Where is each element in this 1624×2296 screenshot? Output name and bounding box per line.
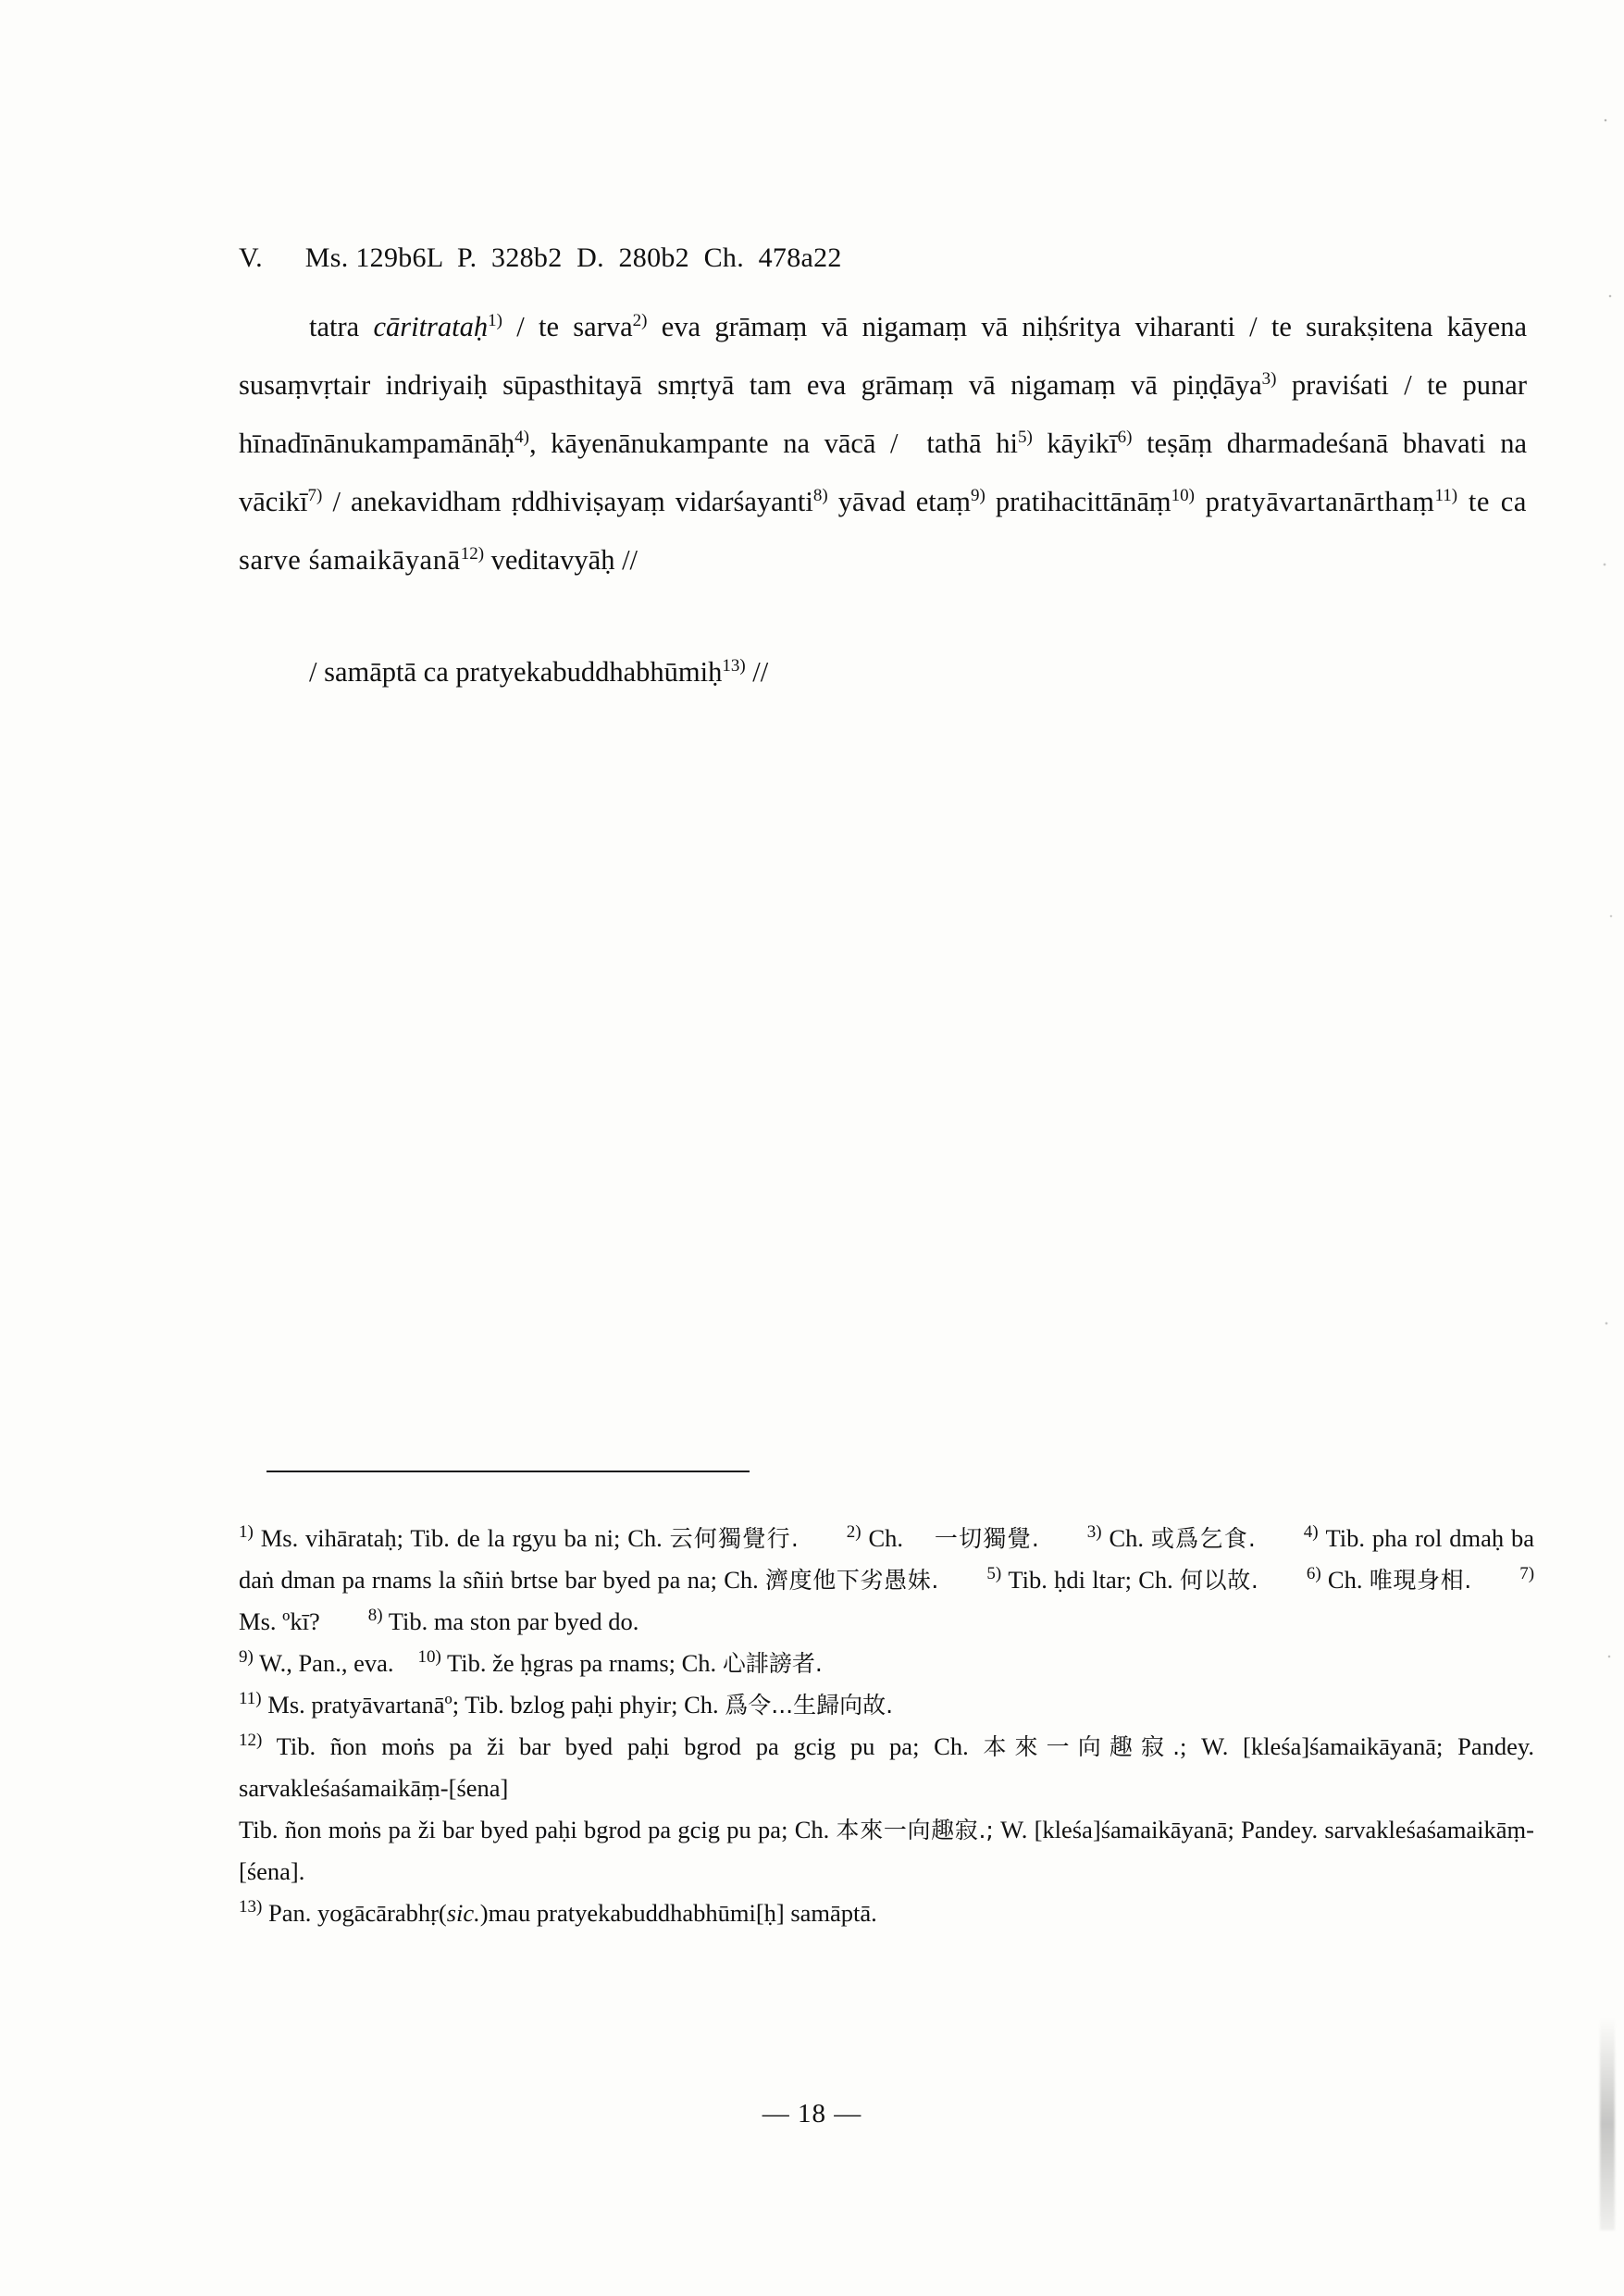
footnote-text-1: Ms. vihārataḥ; Tib. de la rgyu ba ni; Ch. (260, 1524, 663, 1552)
footnote-text-3: Ch. (1109, 1524, 1145, 1552)
footnote-ref-1[interactable]: 1) (488, 310, 502, 330)
footnote-marker-1: 1) (239, 1522, 254, 1543)
passage-seg-7: praviśati / te punar hīnadīnānukampamānāḥ (239, 369, 1527, 459)
colophon-seg-2: // (745, 656, 769, 688)
footnote-text-2: Ch. (868, 1524, 904, 1552)
passage-seg-25: veditavyāḥ // (484, 544, 638, 576)
passage-seg-15: / anekavidham ṛddhiviṣayaṃ vidarśayanti (322, 486, 813, 517)
footnote-cjk-2: 一切獨覺. (934, 1525, 1039, 1552)
footnote-ref-8[interactable]: 8) (812, 485, 828, 505)
footnote-cjk-6: 唯現身相. (1369, 1567, 1472, 1594)
footnote-cjk-11: 爲令...生歸向故. (725, 1692, 894, 1719)
footnote-cjk-4: 濟度他下劣愚妹. (765, 1567, 939, 1594)
footnote-text-6: Ch. (1327, 1566, 1363, 1594)
footnote-marker-11: 11) (239, 1689, 262, 1709)
footnote-text-9: W., Pan., eva. (258, 1649, 394, 1677)
footnote-ref-11[interactable]: 11) (1434, 485, 1458, 505)
colophon-line (239, 656, 1527, 689)
footnote-marker-7: 7) (1519, 1564, 1535, 1584)
passage-seg-11: kāyikī (1032, 428, 1118, 459)
footnote-marker-4: 4) (1303, 1522, 1319, 1543)
footnote-entry-13 (239, 1893, 1534, 1934)
passage-seg-1-italic: cāritrataḥ (373, 311, 489, 342)
footnote-entry-group-1 (239, 1518, 1534, 1643)
page-number: — 18 — (762, 2099, 862, 2128)
footnote-marker-6: 6) (1306, 1564, 1321, 1584)
footnote-entry-12-continued (239, 1809, 1534, 1893)
footnote-ref-12[interactable]: 12) (460, 543, 485, 564)
footnote-separator-rule (267, 1471, 750, 1472)
footnote-cjk-5: 何以故. (1180, 1567, 1258, 1594)
footnote-ref-4[interactable]: 4) (514, 427, 529, 447)
passage-seg-9: , kāyenānukampante na vācā / tathā hi (528, 428, 1018, 459)
footnote-text-12a: Tib. ñon moṅs pa ži bar byed paḥi bgrod pa gcig pu pa; Ch. (276, 1732, 969, 1760)
footnote-ref-10[interactable]: 10) (1171, 485, 1195, 505)
footnote-text-13b: )mau pratyekabuddhabhūmi[ḥ] samāptā. (479, 1899, 877, 1927)
footnote-text-12d: W. [kleśa]śamaikāyanā; Pandey. sarvakleśaśamaikāṃ-[śena]. (239, 1816, 1534, 1885)
footnote-text-12c: Tib. ñon moṅs pa ži bar byed paḥi bgrod pa gcig pu pa; Ch. (239, 1816, 830, 1843)
footnote-ref-7[interactable]: 7) (307, 485, 323, 505)
passage-seg-3: / te sarva (502, 311, 633, 342)
footnote-cjk-3: 或爲乞食. (1150, 1525, 1256, 1552)
footnote-marker-10: 10) (417, 1647, 441, 1668)
passage-seg-13: teṣāṃ dharmadeśanā bhavati na vācikī (239, 428, 1527, 517)
footnote-entry-11 (239, 1684, 1534, 1726)
footnote-cjk-12b: 本來一向趣寂.; (836, 1817, 994, 1843)
passage-seg-21: pratyāvartanārthaṃ (1194, 486, 1435, 517)
footnote-marker-13: 13) (239, 1897, 263, 1917)
footnote-text-7: Ms. ºkī? (239, 1607, 320, 1635)
page-edge-speckle (1600, 83, 1617, 2166)
passage-seg-19: pratihacittānāṃ (985, 486, 1172, 517)
colophon-seg-0: / samāptā ca pratyekabuddhabhūmiḥ (309, 656, 723, 688)
footnote-text-12b: ; W. [kleśa]śamaikāyanā; Pandey. sarvakleśaśamaikāṃ-[śena] (239, 1732, 1535, 1802)
footnote-cjk-12a: 本來一向趣寂. (983, 1733, 1181, 1760)
footnote-marker-3: 3) (1086, 1522, 1102, 1543)
sanskrit-passage (239, 298, 1527, 590)
footnote-ref-3[interactable]: 3) (1261, 368, 1277, 389)
footnote-text-5: Tib. ḥdi ltar; Ch. (1008, 1566, 1173, 1594)
footnote-marker-12: 12) (239, 1731, 263, 1751)
footnote-sic-italic: sic. (446, 1899, 480, 1927)
passage-seg-5: eva grāmaṃ vā nigamaṃ vā niḥśritya viharanti / te surakṣitena kāyena susaṃvṛtair indriyaiḥ sūpasthitayā smṛtyā tam eva grāmaṃ vā nigamaṃ vā piṇḍāya (239, 311, 1527, 401)
footnotes-block (239, 1518, 1534, 1934)
section-heading: V. Ms. 129b6L P. 328b2 D. 280b2 Ch. 478a22 (239, 242, 842, 273)
footnote-marker-9: 9) (239, 1647, 254, 1668)
footnote-cjk-1: 云何獨覺行. (669, 1525, 799, 1552)
footnote-entry-12 (239, 1726, 1534, 1809)
footnote-ref-9[interactable]: 9) (970, 485, 986, 505)
footnote-marker-2: 2) (846, 1522, 862, 1543)
footnote-text-13a: Pan. yogācārabhṛ( (267, 1899, 447, 1927)
main-text-column (239, 242, 1527, 689)
footnote-text-4: Tib. pha rol dmaḥ ba daṅ dman pa rnams la sñiṅ brtse bar byed pa na; Ch. (239, 1524, 1534, 1594)
footnote-ref-6[interactable]: 6) (1117, 427, 1133, 447)
footnote-text-8: Tib. ma ston par byed do. (388, 1607, 639, 1635)
footnote-cjk-10: 心誹謗者. (722, 1650, 823, 1677)
footnote-ref-2[interactable]: 2) (632, 310, 648, 330)
passage-paragraph (239, 298, 1527, 590)
passage-seg-23: te ca sarve śamaikāyanā (239, 486, 1528, 576)
footnote-text-10: Tib. že ḥgras pa rnams; Ch. (446, 1649, 717, 1677)
footnote-ref-5[interactable]: 5) (1017, 427, 1033, 447)
footnote-ref-13[interactable]: 13) (722, 655, 746, 676)
passage-seg-17: yāvad etaṃ (827, 486, 971, 517)
footnote-marker-8: 8) (367, 1606, 383, 1626)
passage-seg-0: tatra (309, 311, 374, 342)
footnote-entry-group-2 (239, 1643, 1534, 1684)
footnote-marker-5: 5) (986, 1564, 1002, 1584)
footnote-text-11: Ms. pratyāvartanāº; Tib. bzlog paḥi phyir; Ch. (267, 1691, 719, 1719)
